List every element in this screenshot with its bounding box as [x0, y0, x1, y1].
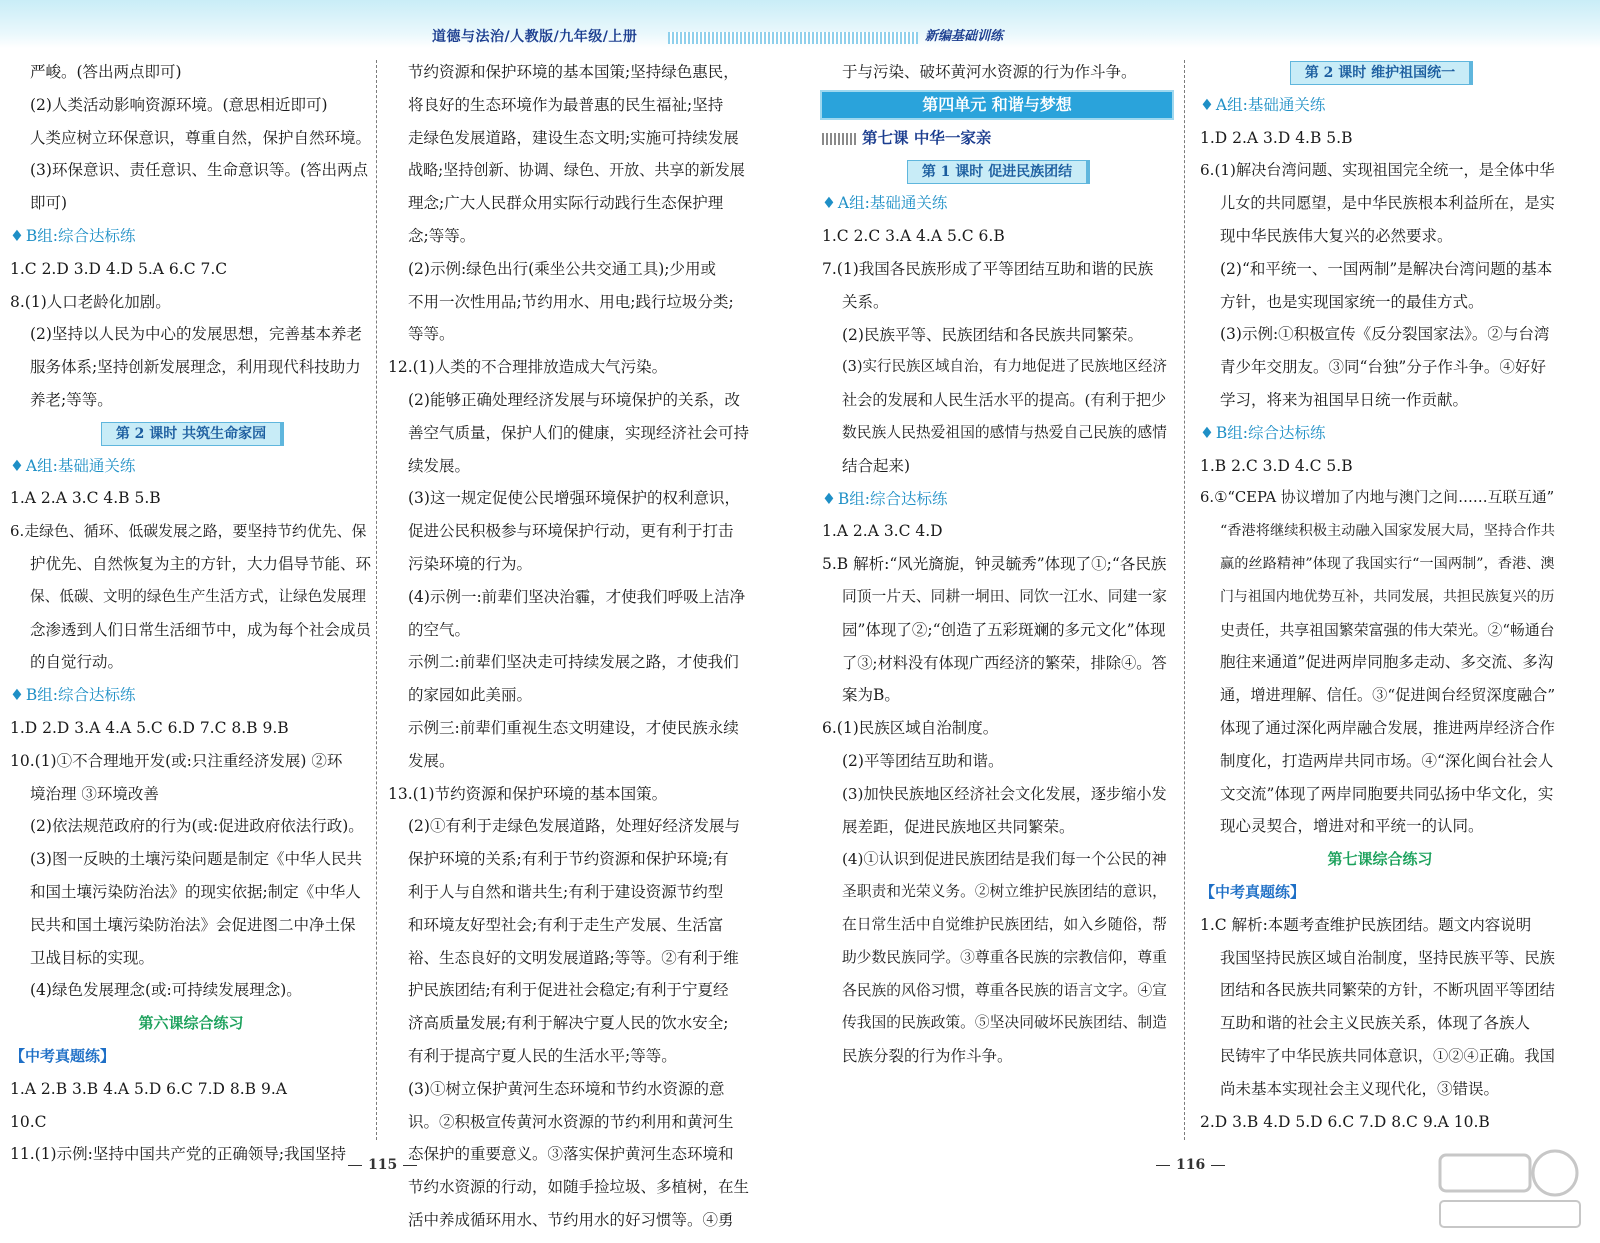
section-heading [10, 450, 372, 483]
answer-line: 方针，也是实现国家统一的最佳方式。 [1220, 292, 1484, 311]
answer-line: 同顶一片天、同耕一垌田、同饮一江水、同建一家 [842, 587, 1167, 605]
diamond-arrow-icon: ♦ [822, 489, 836, 508]
answer-line: 活中养成循环用水、节约用水的好习惯等。④勇 [408, 1210, 734, 1229]
answer-line: 现心灵契合，增进对和平统一的认同。 [1220, 817, 1484, 836]
answer-line: 互助和谐的社会主义民族关系，体现了各族人 [1220, 1014, 1531, 1033]
answer-line: (3)①树立保护黄河生态环境和节约水资源的意 [408, 1079, 725, 1098]
column-divider [1184, 60, 1185, 1140]
section-heading-label: A组:基础通关练 [25, 456, 136, 475]
answer-line: 等等。 [408, 325, 455, 344]
answer-line: 6.(1)解决台湾问题、实现祖国完全统一，是全体中华 [1200, 161, 1555, 180]
column-4 [1200, 56, 1560, 1138]
section-heading [10, 220, 372, 253]
answer-line: 青少年交朋友。③同“台独”分子作斗争。④好好 [1220, 358, 1546, 377]
answer-line: 圣职责和光荣义务。②树立维护民族团结的意识， [842, 883, 1167, 901]
answer-line: (2)能够正确处理经济发展与环境保护的关系，改 [408, 390, 740, 409]
answer-line: 8.(1)人口老龄化加剧。 [10, 292, 171, 311]
answer-line: 示例三:前辈们重视生态文明建设，才使民族永续 [408, 718, 739, 737]
answer-line: 有利于提高宁夏人民的生活水平;等等。 [408, 1046, 677, 1065]
section-heading [1200, 417, 1560, 450]
answer-line: 于与污染、破坏黄河水资源的行为作斗争。 [842, 63, 1137, 81]
answer-line: 展差距，促进民族地区共同繁荣。 [842, 817, 1075, 836]
exam-section-title: 【中考真题练】 [1200, 882, 1306, 901]
header-series-name: 新编基础训练 [925, 29, 1004, 44]
answer-line: 园”体现了②;“创造了五彩斑斓的多元文化”体现 [842, 620, 1166, 639]
answer-line: 10.(1)①不合理地开发(或:只注重经济发展) ②环 [10, 751, 343, 770]
answer-line: 1.C 解析:本题考查维护民族团结。题文内容说明 [1200, 915, 1532, 934]
answer-line: 即可) [30, 194, 68, 213]
answer-line: 案为B。 [842, 686, 900, 705]
answer-line: 1.D 2.A 3.D 4.B 5.B [1200, 128, 1353, 147]
answer-line: (3)图一反映的土壤污染问题是制定《中华人民共 [30, 850, 362, 869]
answer-line: 传我国的民族政策。⑤坚决同破坏民族团结、制造 [842, 1014, 1167, 1032]
answer-line: 保护环境的关系;有利于节约资源和保护环境;有 [408, 850, 729, 869]
page-number-value: 115 [368, 1157, 398, 1173]
page-number-left [342, 1157, 423, 1173]
answer-line: 赢的丝路精神”体现了我国实行“一国两制”，香港、澳 [1220, 555, 1555, 572]
answer-line: 5.B 解析:“风光旖旎，钟灵毓秀”体现了①;“各民族 [822, 555, 1167, 574]
answer-line: 续发展。 [408, 456, 471, 475]
answer-line: 数民族人民热爱祖国的感情与热爱自己民族的感情 [842, 423, 1167, 441]
answer-line: 境治理 ③环境改善 [30, 784, 159, 803]
header-rule [668, 32, 918, 44]
answer-line: 保、低碳、文明的绿色生产生活方式，让绿色发展理 [30, 587, 367, 605]
answer-line: (2)依法规范政府的行为(或:促进政府依法行政)。 [30, 817, 364, 836]
answer-line: 关系。 [842, 292, 889, 311]
column-divider [376, 60, 377, 1140]
answer-line: 人类应树立环保意识，尊重自然，保护自然环境。 [30, 128, 372, 147]
answer-line: 念;等等。 [408, 226, 476, 245]
section-heading-label: B组:综合达标练 [837, 489, 948, 508]
answer-line: 不用一次性用品;节约用水、用电;践行垃圾分类; [408, 292, 734, 311]
answer-line: (2)示例:绿色出行(乘坐公共交通工具);少用或 [408, 259, 716, 278]
answer-line: 济高质量发展;有利于解决宁夏人民的饮水安全; [408, 1014, 729, 1033]
answer-line: (2)人类活动影响资源环境。(意思相近即可) [30, 95, 328, 114]
answer-line: 7.(1)我国各民族形成了平等团结互助和谐的民族 [822, 259, 1154, 278]
answer-line: 严峻。(答出两点即可) [30, 63, 182, 81]
answer-line: 节约水资源的行动，如随手捡垃圾、多植树，在生 [408, 1178, 750, 1197]
diamond-arrow-icon: ♦ [822, 194, 836, 213]
unit-banner: 第四单元 和谐与梦想 [822, 92, 1172, 118]
answer-line: 1.D 2.D 3.A 4.A 5.C 6.D 7.C 8.B 9.B [10, 718, 289, 737]
answer-line: 通，增进理解、信任。③“促进闽台经贸深度融合” [1220, 686, 1556, 705]
lesson-period-title: 第 2 课时 共筑生命家园 [101, 422, 281, 446]
section-heading [10, 679, 372, 712]
answer-line: 1.A 2.A 3.C 4.B 5.B [10, 489, 161, 508]
answer-line: 儿女的共同愿望，是中华民族根本利益所在，是实 [1220, 194, 1555, 213]
answer-line: 1.C 2.C 3.A 4.A 5.C 6.B [822, 227, 1005, 246]
answer-line: 和环境友好型社会;有利于走生产发展、生活富 [408, 915, 724, 934]
section-heading-label: A组:基础通关练 [837, 194, 948, 213]
barcode-decoration-icon [822, 133, 856, 145]
answer-line: (2)坚持以人民为中心的发展思想，完善基本养老 [30, 325, 362, 344]
answer-line: (4)①认识到促进民族团结是我们每一个公民的神 [842, 850, 1167, 869]
lesson-title [822, 122, 1172, 155]
page-number-right [1150, 1157, 1231, 1173]
diamond-arrow-icon: ♦ [1200, 95, 1214, 114]
answer-line: 史责任，共享祖国繁荣富强的伟大荣光。②“畅通台 [1220, 620, 1555, 639]
section-heading-label: B组:综合达标练 [25, 686, 136, 705]
answer-line: 的空气。 [408, 620, 471, 639]
answer-line: 利于人与自然和谐共生;有利于建设资源节约型 [408, 882, 724, 901]
answer-line: (2)“和平统一、一国两制”是解决台湾问题的基本 [1220, 259, 1553, 278]
answer-line: 卫战目标的实现。 [30, 948, 155, 967]
answer-line: 民族分裂的行为作斗争。 [842, 1047, 1013, 1066]
answer-line: 在日常生活中自觉维护民族团结，如入乡随俗，帮 [842, 915, 1167, 933]
column-3 [822, 56, 1172, 1073]
answer-line: 态保护的重要意义。③落实保护黄河生态环境和 [408, 1145, 734, 1164]
answer-line: 11.(1)示例:坚持中国共产党的正确领导;我国坚持 [10, 1145, 347, 1164]
diamond-arrow-icon: ♦ [10, 226, 24, 245]
answer-line: 1.B 2.C 3.D 4.C 5.B [1200, 456, 1353, 475]
answer-line: 护优先、自然恢复为主的方针，大力倡导节能、环 [30, 554, 372, 573]
answer-line: 识。②积极宣传黄河水资源的节约利用和黄河生 [408, 1112, 734, 1131]
answer-line: 13.(1)节约资源和保护环境的基本国策。 [388, 784, 668, 803]
answer-line: 12.(1)人类的不合理排放造成大气污染。 [388, 358, 668, 377]
review-title: 第六课综合练习 [138, 1014, 244, 1033]
diamond-arrow-icon: ♦ [1200, 423, 1214, 442]
answer-line: (2)民族平等、民族团结和各民族共同繁荣。 [842, 325, 1143, 344]
answer-line: 6.走绿色、循环、低碳发展之路，要坚持节约优先、保 [10, 522, 367, 541]
section-heading-label: B组:综合达标练 [25, 226, 136, 245]
answer-line: 裕、生态良好的文明发展道路;等等。②有利于维 [408, 948, 739, 967]
answer-line: 胞往来通道”促进两岸同胞多走动、多交流、多沟 [1220, 653, 1554, 672]
page-number-value: 116 [1176, 1157, 1206, 1173]
answer-line: 节约资源和保护环境的基本国策;坚持绿色惠民， [408, 63, 739, 81]
answer-line: 2.D 3.B 4.D 5.D 6.C 7.D 8.C 9.A 10.B [1200, 1112, 1490, 1131]
answer-line: 和国土壤污染防治法》的现实依据;制定《中华人 [30, 882, 361, 901]
review-title: 第七课综合练习 [1327, 850, 1433, 869]
lesson-title-label: 第七课 中华一家亲 [862, 127, 992, 147]
answer-line: 门与祖国内地优势互补，共同发展，共担民族复兴的历 [1220, 588, 1555, 605]
answer-line: 文交流”体现了两岸同胞要共同弘扬中华文化，实 [1220, 784, 1554, 803]
answer-line: (3)实行民族区域自治，有力地促进了民族地区经济 [842, 359, 1168, 376]
answer-line: 尚未基本实现社会主义现代化，③错误。 [1220, 1079, 1500, 1098]
answer-line: “香港将继续积极主动融入国家发展大局，坚持合作共 [1220, 523, 1556, 540]
diamond-arrow-icon: ♦ [10, 686, 24, 705]
answer-line: 6.(1)民族区域自治制度。 [822, 719, 999, 738]
answer-line: 10.C [10, 1112, 47, 1131]
lesson-period-title: 第 1 课时 促进民族团结 [907, 160, 1087, 184]
lesson-period-title: 第 2 课时 维护祖国统一 [1290, 61, 1470, 85]
answer-line: 社会的发展和人民生活水平的提高。(有利于把少 [842, 391, 1167, 410]
header-title: 道德与法治/人教版/九年级/上册 [432, 29, 638, 45]
answer-line: 体现了通过深化两岸融合发展，推进两岸经济合作 [1220, 718, 1555, 737]
answer-line: (4)绿色发展理念(或:可持续发展理念)。 [30, 981, 302, 1000]
lesson-period-banner [822, 155, 1172, 188]
answer-line: 理念;广大人民群众用实际行动践行生态保护理 [408, 194, 724, 213]
section-heading [822, 483, 1172, 516]
answer-line: 团结和各民族共同繁荣的方针，不断巩固平等团结 [1220, 981, 1555, 1000]
answer-line: 的家园如此美丽。 [408, 686, 533, 705]
answer-line: 1.A 2.A 3.C 4.D [822, 522, 943, 541]
answer-line: 走绿色发展道路，建设生态文明;实施可持续发展 [408, 128, 739, 147]
answer-line: 发展。 [408, 751, 455, 770]
answer-line: 污染环境的行为。 [408, 554, 533, 573]
answer-line: 结合起来) [842, 456, 911, 475]
column-2 [388, 56, 750, 1237]
answer-line: 示例二:前辈们坚决走可持续发展之路，才使我们 [408, 653, 739, 672]
answer-line: 促进公民积极参与环境保护行动，更有利于打击 [408, 522, 734, 541]
answer-line: 了③;材料没有体现广西经济的繁荣，排除④。答 [842, 653, 1167, 672]
answer-line: 服务体系;坚持创新发展理念，利用现代科技助力 [30, 358, 361, 377]
answer-line: (2)①有利于走绿色发展道路，处理好经济发展与 [408, 817, 740, 836]
answer-line: (2)平等团结互助和谐。 [842, 751, 1004, 770]
answer-line: 助少数民族同学。③尊重各民族的宗教信仰，尊重 [842, 948, 1167, 966]
answer-line: 我国坚持民族区域自治制度，坚持民族平等、民族 [1220, 948, 1555, 967]
column-1 [10, 56, 372, 1171]
answer-line: 现中华民族伟大复兴的必然要求。 [1220, 226, 1453, 245]
answer-line: 民铸牢了中华民族共同体意识，①②④正确。我国 [1220, 1046, 1555, 1065]
answer-line: 6.①“CEPA 协议增加了内地与澳门之间……互联互通” [1200, 489, 1555, 507]
exam-section-title: 【中考真题练】 [10, 1046, 116, 1065]
answer-line: 善空气质量，保护人们的健康，实现经济社会可持 [408, 423, 750, 442]
answer-line: 护民族团结;有利于促进社会稳定;有利于宁夏经 [408, 981, 729, 1000]
answer-line: 学习，将来为祖国早日统一作贡献。 [1220, 390, 1469, 409]
answer-line: 制度化，打造两岸共同市场。④“深化闽台社会人 [1220, 751, 1554, 770]
answer-line: (3)示例:①积极宣传《反分裂国家法》。②与台湾 [1220, 325, 1550, 344]
section-heading [822, 187, 1172, 220]
answer-line: (3)环保意识、责任意识、生命意识等。(答出两点 [30, 161, 369, 180]
answer-line: 念渗透到人们日常生活细节中，成为每个社会成员 [30, 620, 372, 639]
diamond-arrow-icon: ♦ [10, 456, 24, 475]
section-heading-label: A组:基础通关练 [1215, 95, 1326, 114]
lesson-period-banner [1200, 56, 1560, 89]
answer-line: (4)示例一:前辈们坚决治霾，才使我们呼吸上洁净 [408, 587, 746, 606]
answer-line: 1.C 2.D 3.D 4.D 5.A 6.C 7.C [10, 259, 228, 278]
answer-line: 战略;坚持创新、协调、绿色、开放、共享的新发展 [408, 161, 745, 180]
section-heading [1200, 89, 1560, 122]
answer-line: 将良好的生态环境作为最普惠的民生福祉;坚持 [408, 95, 724, 114]
watermark-logo-icon [1430, 1135, 1590, 1235]
answer-line: 各民族的风俗习惯，尊重各民族的语言文字。④宣 [842, 981, 1167, 999]
answer-line: 养老;等等。 [30, 390, 113, 409]
answer-line: 的自觉行动。 [30, 653, 124, 672]
answer-line: (3)这一规定促使公民增强环境保护的权利意识， [408, 489, 740, 508]
answer-line: 民共和国土壤污染防治法》会促进图二中净土保 [30, 915, 356, 934]
lesson-period-banner [10, 417, 372, 450]
answer-line: (3)加快民族地区经济社会文化发展，逐步缩小发 [842, 784, 1167, 803]
answer-line: 1.A 2.B 3.B 4.A 5.D 6.C 7.D 8.B 9.A [10, 1079, 287, 1098]
section-heading-label: B组:综合达标练 [1215, 423, 1326, 442]
